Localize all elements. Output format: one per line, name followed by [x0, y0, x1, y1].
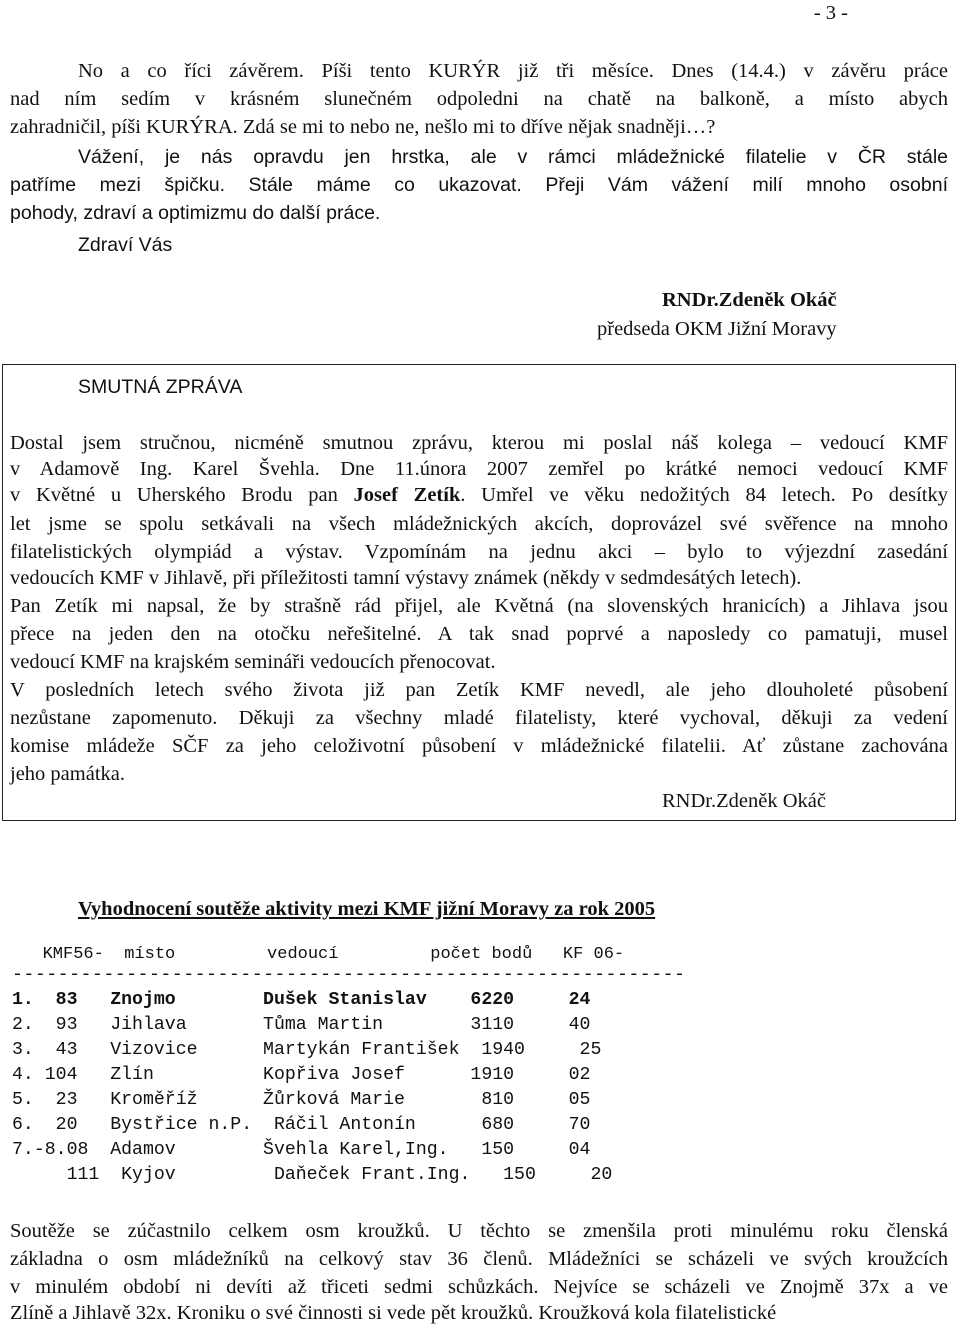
table-header: KMF56- místo vedoucí počet bodů KF 06- [12, 945, 625, 964]
intro-line: pohody, zdraví a optimizmu do další práce. [10, 202, 381, 224]
table-row: 3. 43 Vizovice Martykán František 1940 25 [12, 1040, 602, 1060]
table-row: 1. 83 Znojmo Dušek Stanislav 6220 24 [12, 990, 591, 1010]
signature-role: předseda OKM Jižní Moravy [597, 318, 837, 340]
news-line: filatelistických olympiád a výstav. Vzpomínám na jednu akci – bylo to výjezdní zasedání [10, 541, 948, 563]
page-number: - 3 - [813, 2, 848, 24]
intro-line: nad ním sedím v krásném slunečném odpoledni na chatě na balkoně, a místo abych [10, 88, 948, 110]
evaluation-title: Vyhodnocení soutěže aktivity mezi KMF jižní Moravy za rok 2005 [78, 898, 656, 920]
news-line: V posledních letech svého života již pan Zetík KMF nevedl, ale jeho dlouholeté působení [10, 679, 948, 701]
news-line: komise mládeže SČF za jeho celoživotní působení v mládežnické filatelii. Ať zůstane zachována [10, 735, 948, 757]
outro-line: Soutěže se zúčastnilo celkem osm kroužků. U těchto se zmenšila proti minulému roku členská [10, 1220, 948, 1242]
news-line: let jsme se spolu setkávali na všech mládežnických akcích, doprovázel své svěřence na mnoho [10, 513, 948, 535]
intro-line: Vážení, je nás opravdu jen hrstka, ale v rámci mládežnické filatelie v ČR stále [78, 146, 948, 168]
intro-line: zahradničil, píši KURÝRA. Zdá se mi to nebo ne, nešlo mi to dříve nějak snadněji…? [10, 116, 716, 138]
signature-name: RNDr.Zdeněk Okáč [662, 289, 837, 311]
news-line: v Adamově Ing. Karel Švehla. Dne 11.února 2007 zemřel po krátké nemoci vedoucí KMF [10, 458, 948, 480]
person-name: Josef Zetík [353, 484, 461, 506]
news-line: Pan Zetík mi napsal, že by strašně rád přijel, ale Květná (na slovenských hranicích) a Jihlava jsou [10, 595, 948, 617]
news-signature: RNDr.Zdeněk Okáč [662, 790, 826, 812]
table-row: 2. 93 Jihlava Tůma Martin 3110 40 [12, 1015, 591, 1035]
news-line: nezůstane zapomenuto. Děkuji za všechny mladé filatelisty, které vychoval, děkuji za vedení [10, 707, 948, 729]
table-row: 111 Kyjov Daňeček Frant.Ing. 150 20 [12, 1165, 613, 1185]
news-line: v Květné u Uherského Brodu pan Josef Zetík. Umřel ve věku nedožitých 84 letech. Po desítky [10, 484, 948, 506]
table-row: 5. 23 Kroměříž Žůrková Marie 810 05 [12, 1090, 591, 1110]
outro-line: základna o osm mládežníků na celkový stav 36 členů. Mládežníci se scházeli ve svých kroužcích [10, 1248, 948, 1270]
news-line: jeho památka. [10, 763, 125, 785]
greeting: Zdraví Vás [78, 234, 173, 256]
outro-line: v minulém období ni devíti až třiceti sedmi schůzkách. Nejvíce se scházeli ve Znojmě 37x a ve [10, 1276, 948, 1298]
news-line: vedoucí KMF na krajském semináři vedoucích přenocovat. [10, 651, 496, 673]
table-rule: ----------------------------------------------------------- [12, 965, 686, 985]
news-line: přece na jeden den na otočku neřešitelné. A tak snad poprvé a naposledy co pamatuji, musel [10, 623, 948, 645]
table-row: 7.-8.08 Adamov Švehla Karel,Ing. 150 04 [12, 1140, 591, 1160]
table-row: 6. 20 Bystřice n.P. Ráčil Antonín 680 70 [12, 1115, 591, 1135]
news-line: Dostal jsem stručnou, nicméně smutnou zprávu, kterou mi poslal náš kolega – vedoucí KMF [10, 432, 948, 454]
sad-news-heading: SMUTNÁ ZPRÁVA [78, 376, 243, 398]
intro-line: patříme mezi špičku. Stále máme co ukazovat. Přeji Vám vážení milí mnoho osobní [10, 174, 948, 196]
intro-line: No a co říci závěrem. Píši tento KURÝR již tři měsíce. Dnes (14.4.) v závěru práce [78, 60, 948, 82]
outro-line: Zlíně a Jihlavě 32x. Kroniku o své činnosti si vede pět kroužků. Kroužková kola filatelistické [10, 1302, 777, 1324]
table-row: 4. 104 Zlín Kopřiva Josef 1910 02 [12, 1065, 591, 1085]
news-line: vedoucích KMF v Jihlavě, při příležitosti tamní výstavy známek (někdy v sedmdesátých letech). [10, 567, 802, 589]
